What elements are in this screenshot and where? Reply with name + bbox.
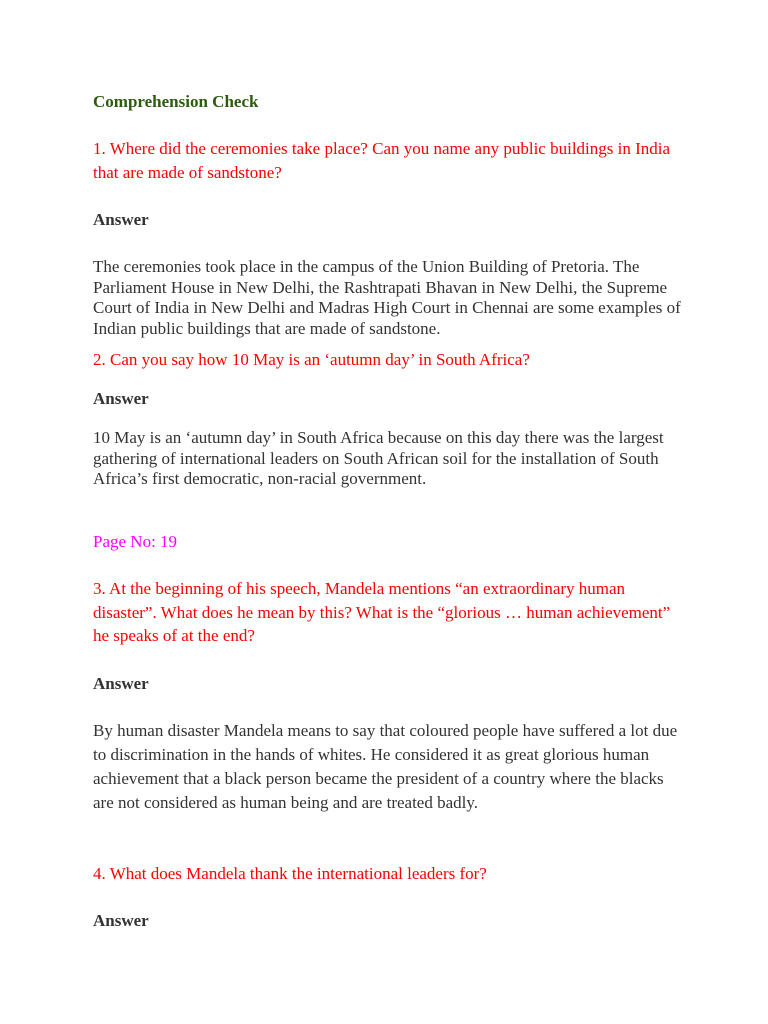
answer-3: By human disaster Mandela means to say that coloured people have suffered a lot due to discrimination in the hands of whites. He considered it as great glorious human achievement that a black person became the president of a country where the blacks are not considered as human being and are treated badly. [93,721,678,812]
page-number: Page No: 19 [93,532,178,551]
answer-label-2: Answer [93,389,149,408]
section-title: Comprehension Check [93,92,259,111]
answer-2: 10 May is an ‘autumn day’ in South Africa because on this day there was the largest gathering of international leaders on South African soil for the installation of South Africa’s first democratic, non-racial government. [93,428,664,488]
question-3: 3. At the beginning of his speech, Mandela mentions “an extraordinary human disaster”. What does he mean by this? What is the “glorious … human achievement” he speaks of at the end? [93,579,671,645]
answer-label-1: Answer [93,210,149,229]
answer-label-4: Answer [93,911,149,930]
answer-label-3: Answer [93,674,149,693]
question-1: 1. Where did the ceremonies take place? Can you name any public buildings in India that are made of sandstone? [93,139,671,182]
question-2: 2. Can you say how 10 May is an ‘autumn day’ in South Africa? [93,350,530,369]
question-4: 4. What does Mandela thank the international leaders for? [93,864,487,883]
answer-1: The ceremonies took place in the campus of the Union Building of Pretoria. The Parliament House in New Delhi, the Rashtrapati Bhavan in New Delhi, the Supreme Court of India in New Delhi and Madras High Court in Chennai are some examples of Indian public buildings that are made of sandstone. [93,257,681,338]
